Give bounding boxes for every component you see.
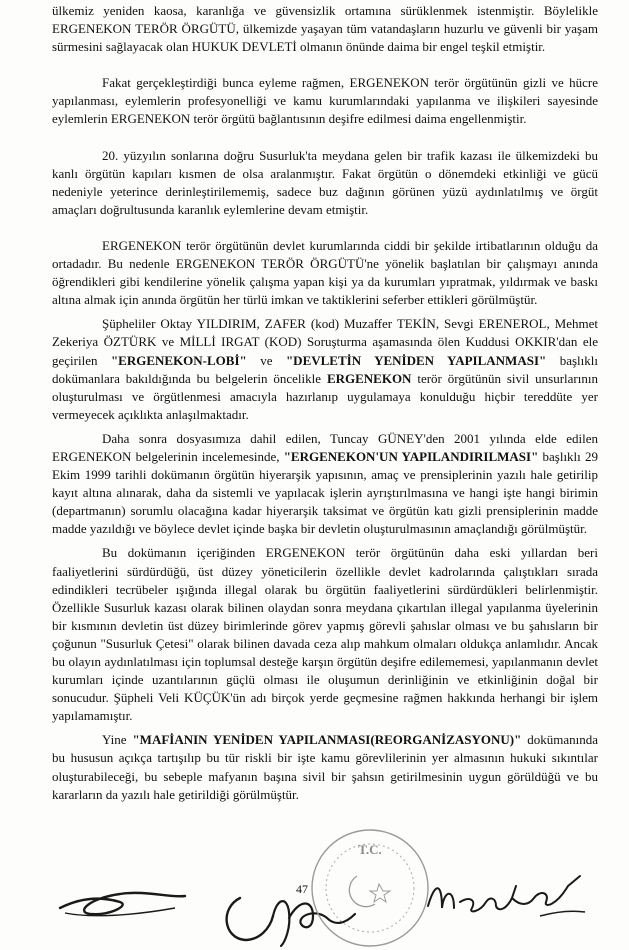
text-run: 20. yüzyılın sonlarına doğru Susurluk'ta meydana gelen bir trafik kazası ile ülkemizdeki bu kanlı örgütün kapıları kısmen de olsa aralanmıştır. Fakat örgütün o dönemdeki etkinliği ve gücü nedeniyle yeterince derinleştirilememiş, sadece buz dağının görünen yüzü aydınlatılmış ve örgüt amaçları doğrultusunda karanlık eylemlerine devam etmiştir. [52,147,598,217]
paragraph [52,430,598,539]
signature-right [420,862,590,932]
paragraph [52,315,598,424]
text-run: Yine [102,732,133,748]
bold-text-run: "MAFİANIN YENİDEN YAPILANMASI(REORGANİZASYONU)" [132,732,522,748]
text-run: ülkemiz yeniden kaosa, karanlığa ve güvensizlik ortamına sürüklenmek istenmiştir. Böylelikle ERGENEKON TERÖR ÖRGÜTÜ, ülkemizde yaşayan tüm vatandaşların huzurlu ve güvenli bir yaşam sürmesini sağlayacak olan HUKUK DEVLETİ olmanın önünde daima bir engel teşkil etmiştir. [52,3,598,55]
page-number: 47 [296,882,308,896]
paragraph [52,237,598,309]
text-run: Fakat gerçekleştirdiği bunca eyleme rağmen, ERGENEKON terör örgütünün gizli ve hücre yapılanması, eylemlerin profesyonelliği ve kamu kurumlarındaki yapılanma ve ilişkileri sayesinde eylemlerin ERGENEKON terör örgütü bağlantısının deşifre edilmesi daima engellenmiştir. [52,75,598,127]
text-run: dokümanında bu hususun açıkça tartışılıp bu tür riskli bir işte kamu görevlilerinin yer almasının hukuki sıkıntılar oluşturabileceği, bu sebeple mafyanın başına sivil bir şahsın getirilmesinin uygun görüldüğü ve bu kararların da yazılı hale getirildiği görülmüştür. [52,732,598,802]
paragraph [52,74,598,128]
text-run: ERGENEKON terör örgütünün devlet kurumlarında ciddi bir şekilde irtibatlarının olduğu da ortadadır. Bu nedenle ERGENEKON TERÖR ÖRGÜTÜ'ne yönelik başlatılan bir çalışmayı anında öğrendikleri gibi kendilerine yönelik çalışma yapan kişi ya da kurumları yıpratmak, yıldırmak ve baskı altına almak için anında örgütün her türlü imkan ve taktiklerini seferber ettikleri görülmüştür. [52,237,598,308]
text-run: ve [246,352,286,368]
paragraph [52,2,598,56]
signature-left [50,868,190,928]
paragraph [52,544,598,725]
bold-text-run: "DEVLETİN YENİDEN YAPILANMASI" [285,352,547,368]
text-run: Bu dokümanın içeriğinden ERGENEKON terör örgütünün daha eski yıllardan beri faaliyetlerini sürdürdüğü, üst düzey yöneticilerin özellikle devlet kadrolarında çalıştıkları sırada edindikleri tecrübeler ışığında illegal olarak bu örgütün faaliyetlerini sürdürdükleri belirlenmiştir. Özellikle Susurluk kazası olarak bilinen olaydan sonra meydana çıkartılan illegal yapılanma üyelerinin bir kısmının devletin üst düzey birimlerinde görev yapmış görevli şahıslar olması ve bu şahısların bir çoğunun "Susurluk Çetesi" olarak bilinen davada ceza alıp mahkum olmaları oldukça anlamlıdır. Ancak bu olayın aydınlatılması için toplumsal desteğe karşın örgütün deşifre edilememesi, yapılanmanın devlet kurumları içinde uzantılarının güçlü olması ile oluşumun derinliğinin ve etkinliğinin doğal bir sonucudur. Şüpheli Veli KÜÇÜK'ün adı birçok yerde geçmesine rağmen hakkında herhangi bir işlem yapılamamıştır. [52,545,598,724]
body-text [52,2,598,804]
text-run: Daha sonra dosyasımıza dahil edilen, Tuncay GÜNEY'den 2001 yılında elde edilen ERGENEKON belgelerinin incelemesinde, [52,430,598,464]
bold-text-run: ERGENEKON [326,370,412,386]
bold-text-run: "ERGENEKON-LOBİ" [110,352,247,368]
stamp-text: T.C. [358,842,382,857]
official-stamp [305,826,435,950]
bold-text-run: "ERGENEKON'UN YAPILANDIRILMASI" [283,448,539,464]
text-run: başlıklı 29 Ekim 1999 tarihli dokümanın örgütün hiyerarşik yapısının, amaç ve prensiplerinin yazılı hale getirilip kayıt altına alınarak, daha da sistemli ve yapılacak işlerin ayrıştırılmasına ve hangi işte hangi birimin (departmanın) sorumlu olacağına kadar hiyerarşik taksimat ve örgütün katı gizli prensiplerinin madde madde yazıldığı ve böylece devlet içinde başka bir devletin oluşturulmasının amaçlandığı görülmüştür. [52,448,598,537]
text-run: terör örgütünün sivil unsurlarının oluşturulması ve örgütlenmesi amacıyla hazırlanıp uygulamaya konulduğu hiçbir tereddüte yer vermeyecek açıklıkta anlaşılmaktadır. [52,370,598,422]
paragraph [52,731,598,803]
paragraph [52,147,598,219]
text-run: başlıklı dokümanlara bakıldığında bu belgelerin öncelikle [52,352,598,386]
text-run: Şüpheliler Oktay YILDIRIM, ZAFER (kod) Muzaffer TEKİN, Sevgi ERENEROL, Mehmet Zekeriya ÖZTÜRK ve MİLLİ IRGAT (KOD) Soruşturma aşamasında ölen Kuddusi OKKIR'dan ele geçirilen [52,316,598,368]
